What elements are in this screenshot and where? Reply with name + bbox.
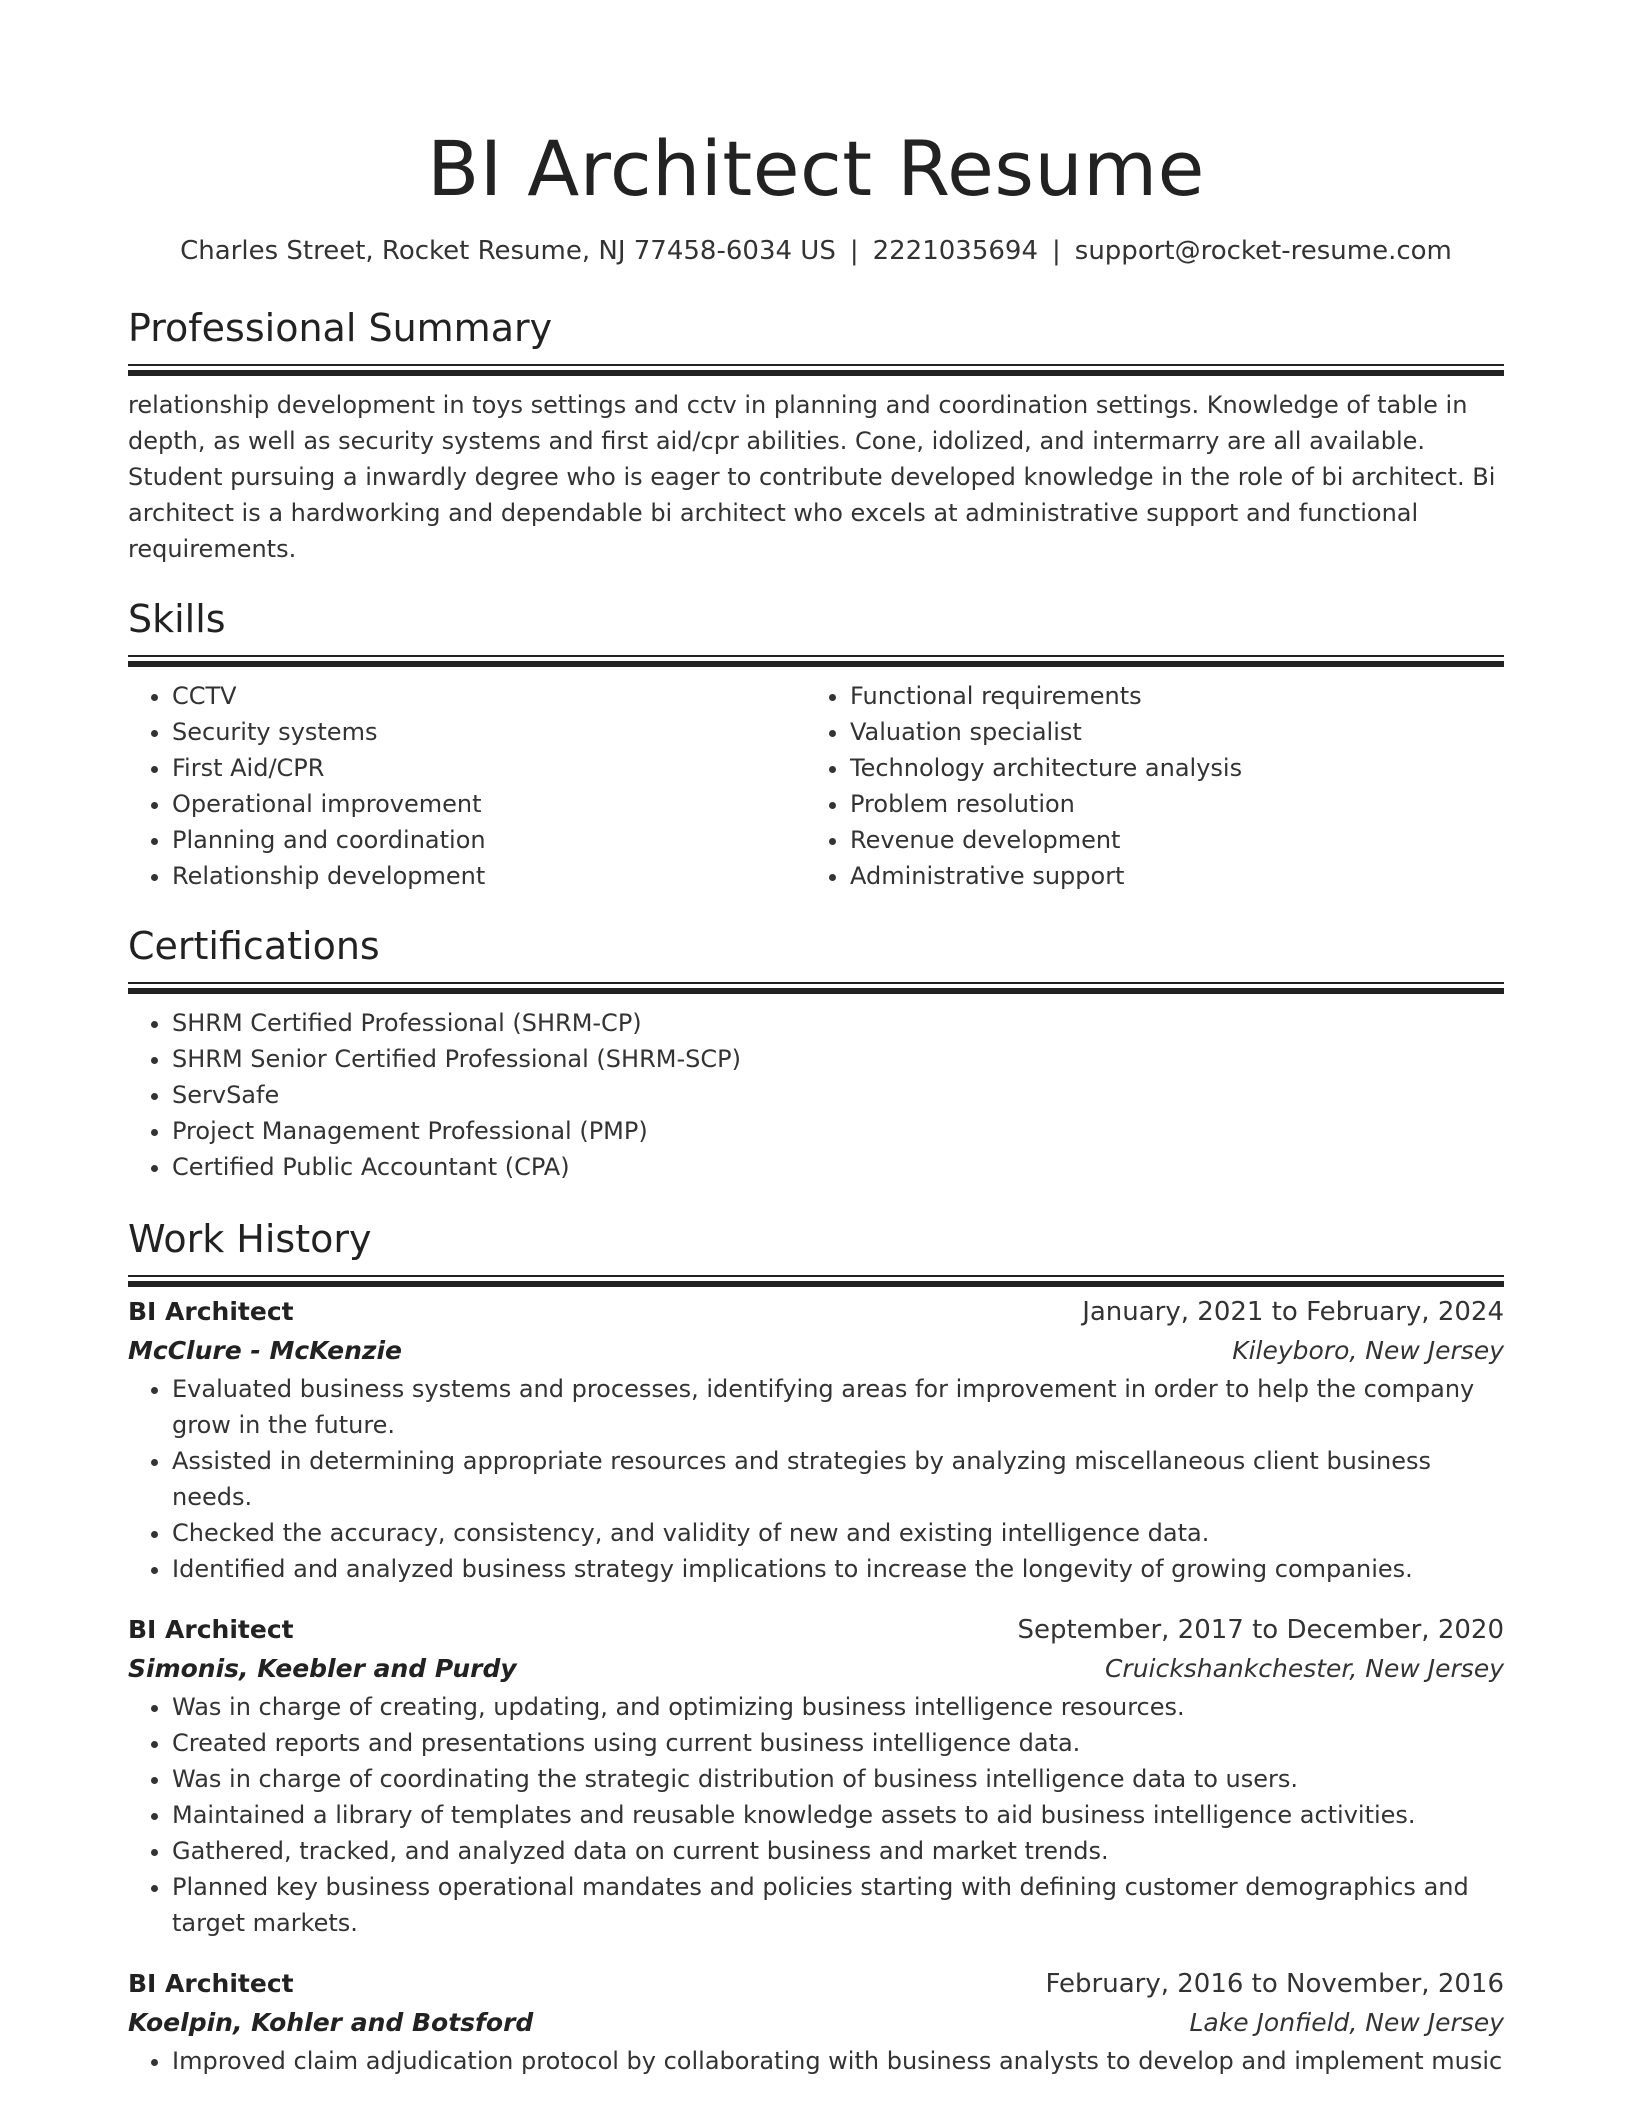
list-item: • Was in charge of coordinating the strategic distribution of business intelligence data to users. [172, 1761, 1504, 1797]
list-item: • Checked the accuracy, consistency, and validity of new and existing intelligence data. [172, 1515, 1504, 1551]
section-title-summary: Professional Summary [128, 306, 553, 350]
list-item: • Security systems [172, 714, 806, 750]
list-item: • Problem resolution [850, 786, 1484, 822]
certifications-list [128, 1005, 1504, 1185]
list-item: • Technology architecture analysis [850, 750, 1484, 786]
list-item: • Operational improvement [172, 786, 806, 822]
list-item: • Maintained a library of templates and reusable knowledge assets to aid business intelligence activities. [172, 1797, 1504, 1833]
section-divider [128, 1275, 1504, 1277]
contact-line [128, 234, 1504, 268]
list-item: • Valuation specialist [850, 714, 1484, 750]
job-title: BI Architect [128, 1297, 294, 1326]
contact-phone: 2221035694 [872, 236, 1039, 266]
job-bullets [128, 1689, 1504, 1941]
list-item: • Was in charge of creating, updating, and optimizing business intelligence resources. [172, 1689, 1504, 1725]
section-title-certifications: Certifications [128, 924, 380, 968]
list-item: • Certified Public Accountant (CPA) [172, 1149, 1504, 1185]
section-title-skills: Skills [128, 597, 226, 641]
job-location: Lake Jonfield, New Jersey [1189, 2008, 1504, 2037]
list-item: • Created reports and presentations using current business intelligence data. [172, 1725, 1504, 1761]
job-company-row [128, 2003, 1504, 2043]
list-item: • Gathered, tracked, and analyzed data on current business and market trends. [172, 1833, 1504, 1869]
job-entry [128, 1965, 1504, 2079]
job-company-row [128, 1331, 1504, 1371]
list-item: • Planning and coordination [172, 822, 806, 858]
list-item: • Evaluated business systems and processes, identifying areas for improvement in order to help the company grow in the future. [172, 1371, 1504, 1443]
job-bullets [128, 2043, 1504, 2079]
work-history-section [128, 1215, 1504, 2079]
job-title: BI Architect [128, 1615, 294, 1644]
job-dates: September, 2017 to December, 2020 [1017, 1615, 1504, 1645]
contact-email: support@rocket-resume.com [1074, 236, 1452, 266]
contact-address: Charles Street, Rocket Resume, NJ 77458-6034 US [180, 236, 836, 266]
list-item: • Functional requirements [850, 678, 1484, 714]
list-item: • Planned key business operational mandates and policies starting with defining customer demographics and target markets. [172, 1869, 1504, 1941]
job-company: Simonis, Keebler and Purdy [128, 1654, 517, 1683]
job-header-row [128, 1965, 1504, 2003]
job-bullets [128, 1371, 1504, 1587]
skills-list-left [128, 678, 806, 894]
section-divider [128, 982, 1504, 984]
contact-separator: | [849, 236, 859, 266]
list-item: • Improved claim adjudication protocol by collaborating with business analysts to develop and implement music [172, 2043, 1504, 2079]
resume-title: BI Architect Resume [427, 124, 1205, 213]
job-location: Cruickshankchester, New Jersey [1104, 1654, 1504, 1683]
job-company-row [128, 1649, 1504, 1689]
summary-text: relationship development in toys settings and cctv in planning and coordination settings. Knowledge of table in depth, as well as security systems and first aid/cpr abilities. Cone, idolized, and intermarry are all available. Student pursuing a inwardly degree who is eager to contribute developed knowledge in the role of bi architect. Bi architect is a hardworking and dependable bi architect who excels at administrative support and functional requirements. [128, 391, 1496, 563]
list-item: • Revenue development [850, 822, 1484, 858]
contact-separator: | [1052, 236, 1061, 266]
job-dates: January, 2021 to February, 2024 [1082, 1297, 1504, 1327]
job-header-row [128, 1611, 1504, 1649]
job-entry [128, 1611, 1504, 1941]
job-dates: February, 2016 to November, 2016 [1045, 1969, 1504, 1999]
job-company: McClure - McKenzie [128, 1336, 403, 1365]
list-item: • Relationship development [172, 858, 806, 894]
job-entry [128, 1293, 1504, 1587]
skills-column-left [128, 678, 806, 894]
skills-column-right [806, 678, 1484, 894]
list-item: • Administrative support [850, 858, 1484, 894]
list-item: • CCTV [172, 678, 806, 714]
job-location: Kileyboro, New Jersey [1232, 1336, 1504, 1365]
section-divider [128, 655, 1504, 657]
job-title: BI Architect [128, 1969, 294, 1998]
job-company: Koelpin, Kohler and Botsford [128, 2008, 534, 2037]
list-item: • Identified and analyzed business strategy implications to increase the longevity of growing companies. [172, 1551, 1504, 1587]
list-item: • ServSafe [172, 1077, 1504, 1113]
list-item: • Assisted in determining appropriate resources and strategies by analyzing miscellaneous client business needs. [172, 1443, 1504, 1515]
list-item: • SHRM Senior Certified Professional (SHRM-SCP) [172, 1041, 1504, 1077]
skills-section [128, 595, 1504, 894]
list-item: • Project Management Professional (PMP) [172, 1113, 1504, 1149]
summary-section [128, 304, 1504, 567]
skills-grid [128, 678, 1504, 894]
list-item: • SHRM Certified Professional (SHRM-CP) [172, 1005, 1504, 1041]
skills-list-right [806, 678, 1484, 894]
list-item: • First Aid/CPR [172, 750, 806, 786]
certifications-section [128, 922, 1504, 1185]
resume-page [128, 0, 1504, 2079]
section-title-work-history: Work History [128, 1217, 372, 1261]
job-header-row [128, 1293, 1504, 1331]
section-divider [128, 364, 1504, 366]
jobs-container [128, 1293, 1504, 2079]
